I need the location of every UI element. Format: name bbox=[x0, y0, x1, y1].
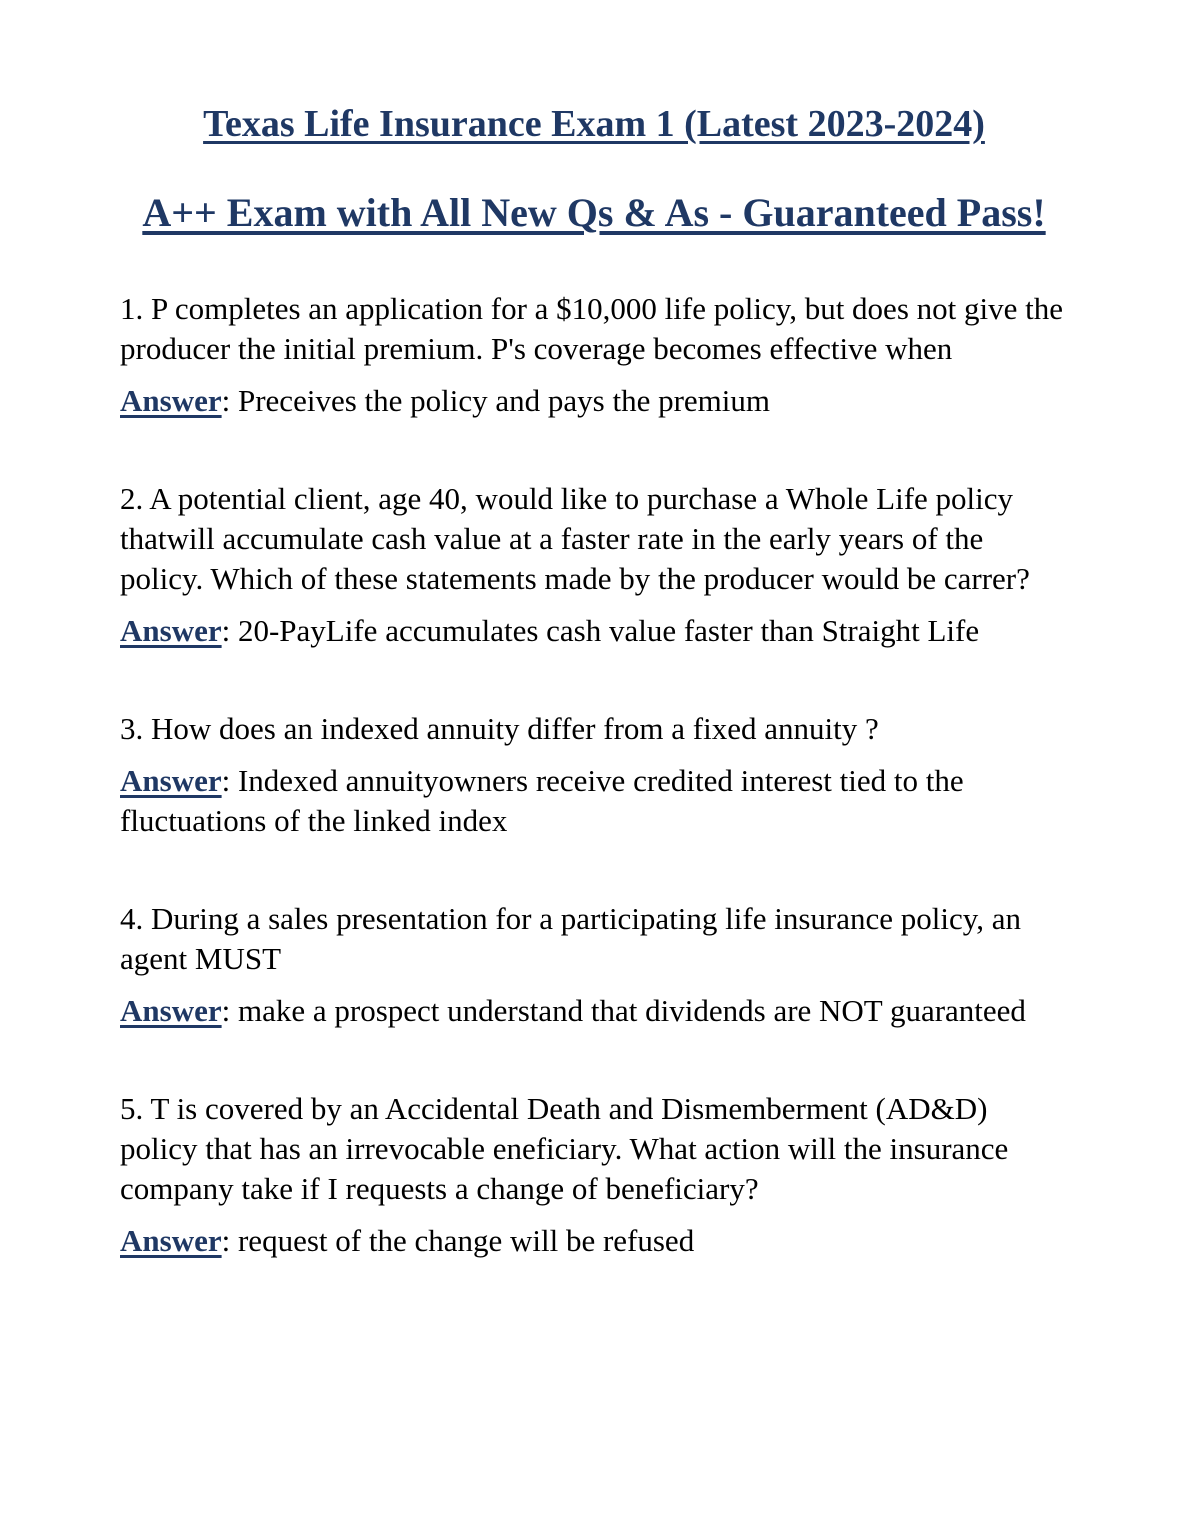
answer-text: Indexed annuityowners receive credited interest tied to the fluctuations of the linked index bbox=[120, 763, 964, 839]
answer-separator: : bbox=[221, 613, 238, 649]
qa-item-5 bbox=[120, 1089, 1068, 1261]
answer-separator: : bbox=[221, 763, 238, 799]
answer-line bbox=[120, 761, 1068, 841]
answer-line bbox=[120, 991, 1068, 1031]
answer-line bbox=[120, 611, 1068, 651]
question-text: 2. A potential client, age 40, would like to purchase a Whole Life policy thatwill accumulate cash value at a faster rate in the early years of the policy. Which of these statements made by the producer would be carrer? bbox=[120, 481, 1030, 597]
answer-label: Answer bbox=[120, 383, 222, 419]
qa-item-3 bbox=[120, 709, 1068, 841]
document-title: Texas Life Insurance Exam 1 (Latest 2023-2024) bbox=[203, 103, 985, 145]
answer-text: Preceives the policy and pays the premium bbox=[237, 383, 770, 419]
answer-separator: : bbox=[221, 993, 238, 1029]
answer-line bbox=[120, 1221, 1068, 1261]
question-text: 3. How does an indexed annuity differ from a fixed annuity ? bbox=[120, 711, 879, 747]
qa-list bbox=[120, 289, 1068, 1261]
question-text: 5. T is covered by an Accidental Death and Dismemberment (AD&D) policy that has an irrevocable eneficiary. What action will the insurance company take if I requests a change of beneficiary? bbox=[120, 1091, 1009, 1207]
qa-item-2 bbox=[120, 479, 1068, 651]
qa-item-4 bbox=[120, 899, 1068, 1031]
answer-label: Answer bbox=[120, 763, 222, 799]
document-subtitle: A++ Exam with All New Qs & As - Guaranteed Pass! bbox=[142, 190, 1046, 236]
answer-line bbox=[120, 381, 1068, 421]
answer-separator: : bbox=[221, 383, 238, 419]
answer-label: Answer bbox=[120, 613, 222, 649]
answer-separator: : bbox=[221, 1223, 238, 1259]
answer-label: Answer bbox=[120, 1223, 222, 1259]
answer-text: make a prospect understand that dividends are NOT guaranteed bbox=[237, 993, 1026, 1029]
answer-text: request of the change will be refused bbox=[237, 1223, 695, 1259]
answer-text: 20-PayLife accumulates cash value faster than Straight Life bbox=[237, 613, 980, 649]
answer-label: Answer bbox=[120, 993, 222, 1029]
qa-item-1 bbox=[120, 289, 1068, 421]
question-text: 1. P completes an application for a $10,000 life policy, but does not give the producer the initial premium. P's coverage becomes effective when bbox=[120, 291, 1063, 367]
question-text: 4. During a sales presentation for a participating life insurance policy, an agent MUST bbox=[120, 901, 1021, 977]
